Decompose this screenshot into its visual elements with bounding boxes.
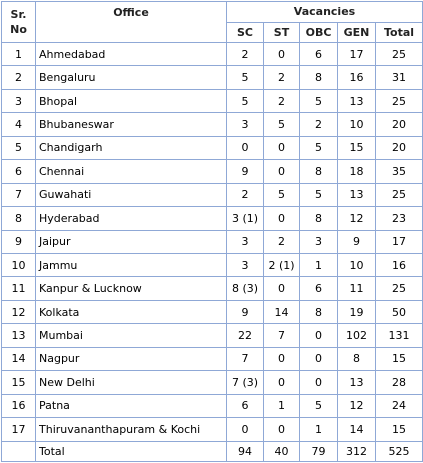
row-number: 5 — [2, 136, 36, 159]
obc-value: 8 — [300, 300, 338, 323]
gen-value: 12 — [338, 394, 376, 417]
total-value: 23 — [376, 207, 423, 230]
gen-value: 10 — [338, 253, 376, 276]
sc-value: 3 — [227, 230, 264, 253]
total-value: 17 — [376, 230, 423, 253]
st-value: 5 — [264, 113, 300, 136]
sc-value: 6 — [227, 394, 264, 417]
sc-value: 0 — [227, 418, 264, 442]
total-value: 15 — [376, 418, 423, 442]
table-row — [2, 207, 423, 230]
sc-value: 3 — [227, 113, 264, 136]
table-row — [2, 66, 423, 89]
total-value: 25 — [376, 277, 423, 300]
obc-value: 0 — [300, 347, 338, 370]
obc-value: 0 — [300, 324, 338, 347]
total-value: 50 — [376, 300, 423, 323]
obc-value: 1 — [300, 253, 338, 276]
vacancy-table — [1, 1, 423, 462]
st-value: 14 — [264, 300, 300, 323]
table-row — [2, 183, 423, 206]
gen-value: 12 — [338, 207, 376, 230]
totals-total: 525 — [376, 441, 423, 462]
obc-value: 6 — [300, 43, 338, 66]
sc-value: 7 (3) — [227, 371, 264, 394]
gen-value: 13 — [338, 89, 376, 112]
gen-value: 9 — [338, 230, 376, 253]
office-name: Jaipur — [36, 230, 227, 253]
totals-sc: 94 — [227, 441, 264, 462]
row-number: 17 — [2, 418, 36, 442]
obc-value: 5 — [300, 136, 338, 159]
total-value: 31 — [376, 66, 423, 89]
office-name: Thiruvananthapuram & Kochi — [36, 418, 227, 442]
office-name: Jammu — [36, 253, 227, 276]
st-value: 7 — [264, 324, 300, 347]
table-row — [2, 253, 423, 276]
row-number: 1 — [2, 43, 36, 66]
header-total: Total — [376, 22, 423, 43]
totals-row — [2, 441, 423, 462]
st-value: 2 (1) — [264, 253, 300, 276]
obc-value: 5 — [300, 394, 338, 417]
gen-value: 18 — [338, 160, 376, 183]
office-name: Patna — [36, 394, 227, 417]
total-value: 25 — [376, 183, 423, 206]
row-number: 13 — [2, 324, 36, 347]
sc-value: 5 — [227, 66, 264, 89]
office-name: Chennai — [36, 160, 227, 183]
row-number: 16 — [2, 394, 36, 417]
sc-value: 5 — [227, 89, 264, 112]
office-name: Ahmedabad — [36, 43, 227, 66]
table-row — [2, 394, 423, 417]
row-number: 10 — [2, 253, 36, 276]
table-row — [2, 371, 423, 394]
header-sc: SC — [227, 22, 264, 43]
header-st: ST — [264, 22, 300, 43]
totals-st: 40 — [264, 441, 300, 462]
row-number: 2 — [2, 66, 36, 89]
gen-value: 13 — [338, 183, 376, 206]
total-value: 24 — [376, 394, 423, 417]
table-row — [2, 136, 423, 159]
obc-value: 1 — [300, 418, 338, 442]
total-value: 25 — [376, 89, 423, 112]
office-name: Kanpur & Lucknow — [36, 277, 227, 300]
table-row — [2, 418, 423, 442]
sc-value: 2 — [227, 183, 264, 206]
row-number: 4 — [2, 113, 36, 136]
office-name: Mumbai — [36, 324, 227, 347]
sc-value: 8 (3) — [227, 277, 264, 300]
obc-value: 5 — [300, 183, 338, 206]
header-row-top — [2, 2, 423, 23]
table-row — [2, 160, 423, 183]
st-value: 5 — [264, 183, 300, 206]
obc-value: 8 — [300, 66, 338, 89]
obc-value: 8 — [300, 160, 338, 183]
total-value: 20 — [376, 136, 423, 159]
st-value: 2 — [264, 230, 300, 253]
sc-value: 0 — [227, 136, 264, 159]
obc-value: 6 — [300, 277, 338, 300]
sc-value: 9 — [227, 300, 264, 323]
table-row — [2, 277, 423, 300]
table-row — [2, 300, 423, 323]
st-value: 0 — [264, 371, 300, 394]
sc-value: 2 — [227, 43, 264, 66]
total-value: 28 — [376, 371, 423, 394]
totals-blank — [2, 441, 36, 462]
st-value: 0 — [264, 160, 300, 183]
row-number: 14 — [2, 347, 36, 370]
st-value: 2 — [264, 66, 300, 89]
gen-value: 10 — [338, 113, 376, 136]
sc-value: 22 — [227, 324, 264, 347]
sc-value: 3 — [227, 253, 264, 276]
row-number: 7 — [2, 183, 36, 206]
table-row — [2, 113, 423, 136]
header-vacancies: Vacancies — [227, 2, 423, 23]
table-row — [2, 347, 423, 370]
totals-gen: 312 — [338, 441, 376, 462]
table-row — [2, 43, 423, 66]
office-name: Hyderabad — [36, 207, 227, 230]
obc-value: 5 — [300, 89, 338, 112]
header-gen: GEN — [338, 22, 376, 43]
gen-value: 13 — [338, 371, 376, 394]
table-body — [2, 43, 423, 442]
office-name: New Delhi — [36, 371, 227, 394]
gen-value: 11 — [338, 277, 376, 300]
st-value: 1 — [264, 394, 300, 417]
row-number: 15 — [2, 371, 36, 394]
gen-value: 17 — [338, 43, 376, 66]
totals-obc: 79 — [300, 441, 338, 462]
total-value: 15 — [376, 347, 423, 370]
row-number: 12 — [2, 300, 36, 323]
office-name: Bengaluru — [36, 66, 227, 89]
row-number: 3 — [2, 89, 36, 112]
header-srno: Sr. No — [2, 2, 36, 43]
st-value: 0 — [264, 136, 300, 159]
office-name: Nagpur — [36, 347, 227, 370]
sc-value: 7 — [227, 347, 264, 370]
row-number: 6 — [2, 160, 36, 183]
office-name: Kolkata — [36, 300, 227, 323]
st-value: 0 — [264, 43, 300, 66]
row-number: 9 — [2, 230, 36, 253]
st-value: 0 — [264, 207, 300, 230]
gen-value: 102 — [338, 324, 376, 347]
totals-label: Total — [36, 441, 227, 462]
st-value: 0 — [264, 277, 300, 300]
obc-value: 0 — [300, 371, 338, 394]
table-row — [2, 89, 423, 112]
table-row — [2, 230, 423, 253]
header-office: Office — [36, 2, 227, 43]
total-value: 25 — [376, 43, 423, 66]
sc-value: 9 — [227, 160, 264, 183]
gen-value: 15 — [338, 136, 376, 159]
gen-value: 19 — [338, 300, 376, 323]
total-value: 20 — [376, 113, 423, 136]
st-value: 0 — [264, 347, 300, 370]
obc-value: 8 — [300, 207, 338, 230]
gen-value: 14 — [338, 418, 376, 442]
total-value: 35 — [376, 160, 423, 183]
office-name: Bhubaneswar — [36, 113, 227, 136]
office-name: Chandigarh — [36, 136, 227, 159]
sc-value: 3 (1) — [227, 207, 264, 230]
row-number: 11 — [2, 277, 36, 300]
total-value: 131 — [376, 324, 423, 347]
gen-value: 16 — [338, 66, 376, 89]
gen-value: 8 — [338, 347, 376, 370]
header-obc: OBC — [300, 22, 338, 43]
office-name: Guwahati — [36, 183, 227, 206]
total-value: 16 — [376, 253, 423, 276]
st-value: 0 — [264, 418, 300, 442]
obc-value: 2 — [300, 113, 338, 136]
obc-value: 3 — [300, 230, 338, 253]
row-number: 8 — [2, 207, 36, 230]
table-row — [2, 324, 423, 347]
st-value: 2 — [264, 89, 300, 112]
office-name: Bhopal — [36, 89, 227, 112]
